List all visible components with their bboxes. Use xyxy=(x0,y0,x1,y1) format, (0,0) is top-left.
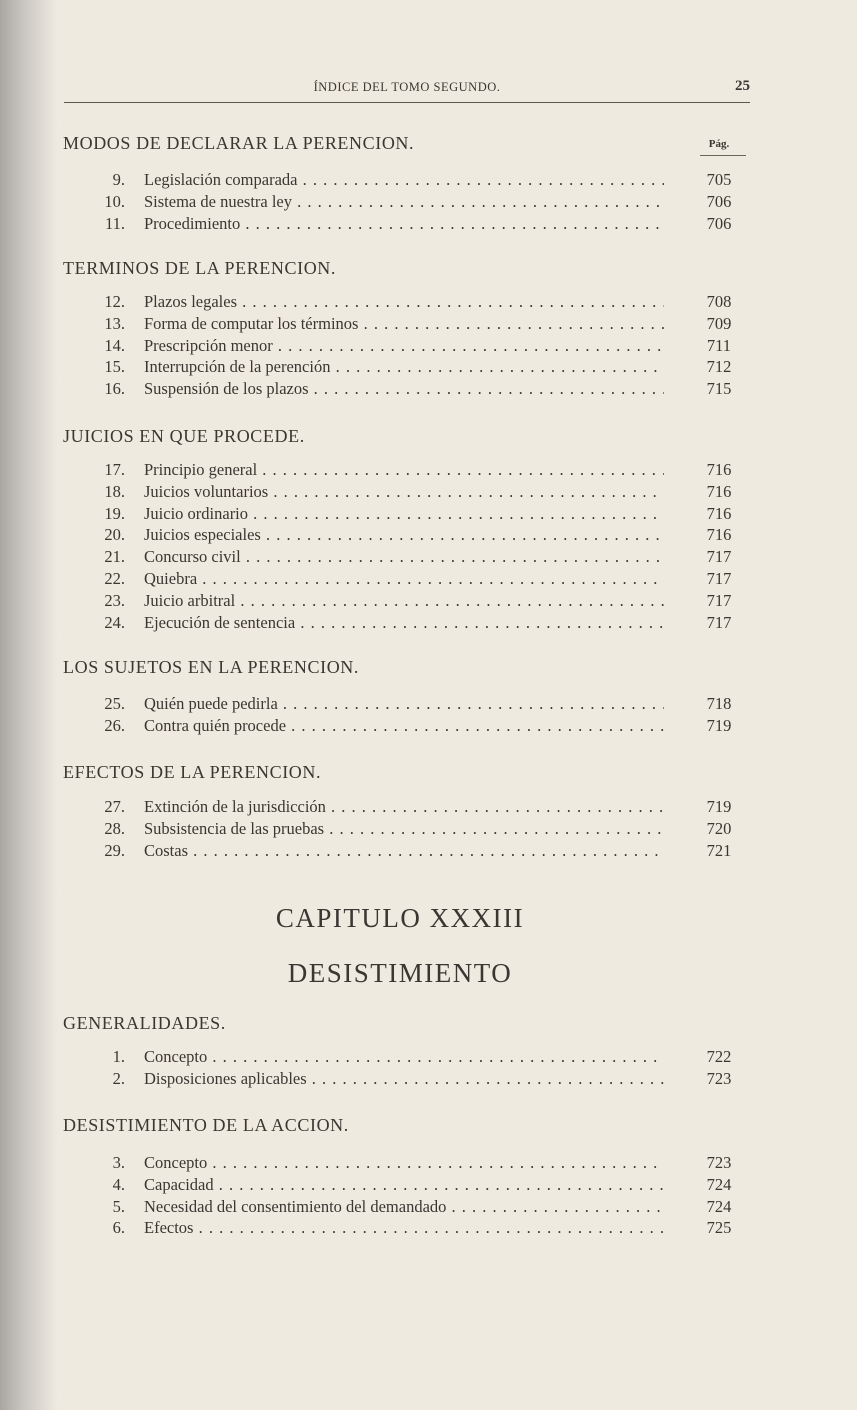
index-entry xyxy=(0,1175,857,1197)
entry-number: 27. xyxy=(104,797,125,816)
entry-page: 717 xyxy=(706,547,732,567)
entry-number: 18. xyxy=(104,481,125,501)
entry-number: 6. xyxy=(112,1218,125,1238)
entry-number: 12. xyxy=(104,292,125,311)
section-heading: TERMINOS DE LA PERENCION. xyxy=(63,258,337,278)
index-entry xyxy=(0,192,857,214)
entry-number: 13. xyxy=(104,313,125,333)
index-entry xyxy=(0,1153,857,1175)
index-entry xyxy=(0,841,857,863)
entry-number: 14. xyxy=(104,335,125,355)
entry-title: Capacidad . . . xyxy=(144,1175,664,1195)
entry-title: Suspensión de los plazos . . . xyxy=(144,379,664,399)
entry-number: 16. xyxy=(104,379,125,399)
index-entry xyxy=(0,547,857,569)
index-entry xyxy=(0,292,857,314)
entry-title: Concepto . . . xyxy=(144,1047,664,1067)
page-column-rule xyxy=(700,155,746,156)
section-heading: MODOS DE DECLARAR LA PERENCION. xyxy=(63,133,415,153)
entry-number: 26. xyxy=(104,715,125,735)
entry-title: Quién puede pedirla . . . xyxy=(144,694,664,714)
page-column-label: Pág. xyxy=(708,138,730,150)
entry-title: Forma de computar los términos . . . xyxy=(144,314,664,334)
entry-page: 720 xyxy=(706,818,732,838)
entry-page: 705 xyxy=(706,170,732,189)
section-heading: LOS SUJETOS EN LA PERENCION. xyxy=(63,657,359,677)
entry-page: 717 xyxy=(706,590,732,610)
entry-title: Plazos legales . . . xyxy=(144,292,664,312)
entry-page: 724 xyxy=(706,1174,732,1194)
index-entry xyxy=(0,214,857,236)
entry-number: 24. xyxy=(104,612,125,632)
entry-page: 717 xyxy=(706,569,732,588)
entry-number: 28. xyxy=(104,818,125,838)
entry-number: 11. xyxy=(104,213,125,233)
index-entry xyxy=(0,797,857,819)
entry-title: Concurso civil . . . xyxy=(144,547,664,567)
entry-page: 711 xyxy=(706,335,732,355)
index-entry xyxy=(0,1218,857,1240)
entry-title: Ejecución de sentencia . . . xyxy=(144,613,664,633)
entry-page: 709 xyxy=(706,313,732,333)
entry-page: 719 xyxy=(706,715,732,735)
entry-number: 5. xyxy=(112,1196,125,1216)
index-entry xyxy=(0,613,857,635)
entry-title: Interrupción de la perención . . . xyxy=(144,357,664,377)
running-title: ÍNDICE DEL TOMO SEGUNDO. xyxy=(313,80,501,94)
entry-page: 712 xyxy=(706,357,732,377)
index-entry xyxy=(0,1069,857,1091)
entry-number: 29. xyxy=(104,840,125,860)
entry-page: 718 xyxy=(706,694,732,713)
index-entry xyxy=(0,591,857,613)
section-heading: JUICIOS EN QUE PROCEDE. xyxy=(63,426,305,446)
entry-title: Procedimiento . . . xyxy=(144,214,664,234)
entry-number: 15. xyxy=(104,357,125,377)
index-entry xyxy=(0,716,857,738)
index-entry xyxy=(0,482,857,504)
entry-number: 19. xyxy=(104,503,125,523)
entry-title: Costas . . . xyxy=(144,841,664,861)
running-head xyxy=(64,80,750,103)
entry-title: Contra quién procede . . . xyxy=(144,716,664,736)
entry-number: 21. xyxy=(104,547,125,567)
entry-page: 706 xyxy=(706,191,732,211)
entry-title: Prescripción menor . . . xyxy=(144,336,664,356)
entry-page: 722 xyxy=(706,1047,732,1066)
entry-title: Concepto . . . xyxy=(144,1153,664,1173)
entry-number: 10. xyxy=(104,191,125,211)
entry-number: 20. xyxy=(104,525,125,545)
entry-page: 716 xyxy=(706,460,732,479)
index-entry xyxy=(0,694,857,716)
entry-title: Principio general . . . xyxy=(144,460,664,480)
entry-number: 23. xyxy=(104,590,125,610)
entry-page: 716 xyxy=(706,481,732,501)
entry-title: Quiebra . . . xyxy=(144,569,664,589)
entry-title: Subsistencia de las pruebas . . . xyxy=(144,819,664,839)
index-entry xyxy=(0,1197,857,1219)
page-number: 25 xyxy=(735,78,750,94)
index-entry xyxy=(0,569,857,591)
entry-title: Juicio ordinario . . . xyxy=(144,504,664,524)
entry-title: Juicios voluntarios . . . xyxy=(144,482,664,502)
entry-number: 25. xyxy=(104,694,125,713)
entry-page: 716 xyxy=(706,503,732,523)
entry-title: Disposiciones aplicables . . . xyxy=(144,1069,664,1089)
section-heading: DESISTIMIENTO DE LA ACCION. xyxy=(63,1115,349,1135)
entry-title: Juicio arbitral . . . xyxy=(144,591,664,611)
entry-number: 9. xyxy=(112,170,125,189)
section-heading: EFECTOS DE LA PERENCION. xyxy=(63,762,322,782)
index-entry xyxy=(0,504,857,526)
chapter-title: CAPITULO XXXIII xyxy=(275,903,525,933)
index-entry xyxy=(0,819,857,841)
entry-number: 1. xyxy=(112,1047,125,1066)
section-heading: GENERALIDADES. xyxy=(63,1013,226,1033)
entry-title: Juicios especiales . . . xyxy=(144,525,664,545)
entry-page: 719 xyxy=(706,797,732,816)
entry-number: 3. xyxy=(112,1153,125,1172)
chapter-subtitle: DESISTIMIENTO xyxy=(287,958,513,988)
index-entry xyxy=(0,336,857,358)
index-entry xyxy=(0,1047,857,1069)
entry-page: 723 xyxy=(706,1153,732,1172)
entry-title: Extinción de la jurisdicción . . . xyxy=(144,797,664,817)
index-entry xyxy=(0,357,857,379)
entry-page: 715 xyxy=(706,379,732,399)
entry-page: 724 xyxy=(706,1196,732,1216)
entry-page: 721 xyxy=(706,840,732,860)
entry-title: Legislación comparada . . . xyxy=(144,170,664,190)
index-entry xyxy=(0,525,857,547)
entry-title: Necesidad del consentimiento del demandado . . . xyxy=(144,1197,664,1217)
entry-page: 723 xyxy=(706,1068,732,1088)
entry-number: 17. xyxy=(104,460,125,479)
entry-page: 706 xyxy=(706,213,732,233)
entry-page: 717 xyxy=(706,612,732,632)
index-entry xyxy=(0,379,857,401)
entry-number: 2. xyxy=(112,1068,125,1088)
entry-number: 22. xyxy=(104,569,125,588)
entry-page: 725 xyxy=(706,1218,732,1238)
entry-page: 716 xyxy=(706,525,732,545)
entry-page: 708 xyxy=(706,292,732,311)
index-entry xyxy=(0,314,857,336)
index-entry xyxy=(0,170,857,192)
entry-title: Sistema de nuestra ley . . . xyxy=(144,192,664,212)
entry-number: 4. xyxy=(112,1174,125,1194)
entry-title: Efectos . . . xyxy=(144,1218,664,1238)
index-entry xyxy=(0,460,857,482)
